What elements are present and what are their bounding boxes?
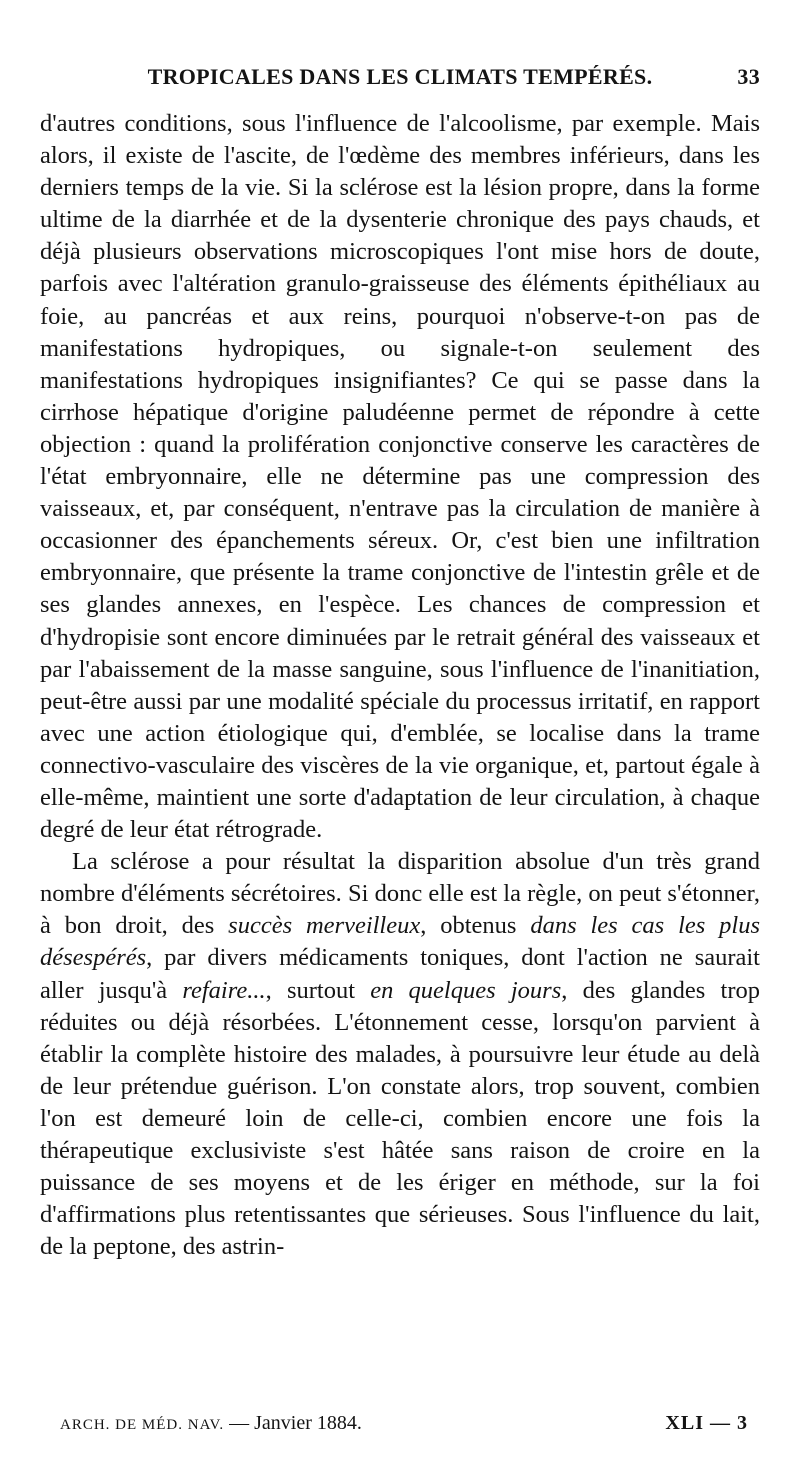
running-head [40,64,760,96]
journal-date: — Janvier 1884. [229,1412,362,1434]
footer-journal [60,1412,362,1435]
paragraph-2 [40,846,760,1263]
italic-phrase-refaire: refaire... [182,976,266,1004]
paragraph-1 [40,108,760,846]
paragraph-1-text: d'autres conditions, sous l'influence de l'alcoolisme, par exemple. Mais alors, il existe de l'ascite, de l'œdème des membres inférieurs, dans les derniers temps de la vie. Si la sclérose est la lésion propre, dans la forme ultime de la diarrhée et de la dysenterie chronique des pays chauds, et déjà plusieurs observations microscopiques l'ont mise hors de doute, parfois avec l'altération granulo-graisseuse des éléments épithéliaux au foie, au pancréas et aux reins, pourquoi n'observe-t-on pas de manifestations hydropiques, ou signale-t-on seulement des manifestations hydropiques insignifiantes? Ce qui se passe dans la cirrhose hépatique d'origine paludéenne permet de répondre à cette objection : quand la prolifération conjonctive conserve les caractères de l'état embryonnaire, elle ne détermine pas une compression des vaisseaux, et, par conséquent, n'entrave pas la circulation de manière à occasionner des épanchements séreux. Or, c'est bien une infiltration embryonnaire, que présente la trame conjonctive de l'intestin grêle et de ses glandes annexes, en l'espèce. Les chances de compression et d'hydropisie sont encore diminuées par le retrait général des vaisseaux et par l'abaissement de la masse sanguine, sous l'influence de l'inanitiation, peut-être aussi par une modalité spéciale du processus irritatif, en rapport avec une action étiologique qui, d'emblée, se localise dans la trame connectivo-vasculaire des viscères de la vie organique, et, partout égale à elle-même, maintient une sorte d'adaptation de leur circulation, à chaque degré de leur état rétrograde. [40,110,760,844]
paragraph-2-text-b: , obtenus [420,912,531,940]
page-footer [60,1412,760,1442]
paragraph-2-text-d: , surtout [265,976,371,1004]
running-title: TROPICALES DANS LES CLIMATS TEMPÉRÉS. [147,64,653,89]
paragraph-2-text-e: , des glandes trop réduites ou déjà résorbées. L'étonnement cesse, lorsqu'on parvient à établir la complète histoire des malades, à poursuivre leur étude au delà de leur prétendue guérison. L'on constate alors, trop souvent, combien l'on est demeuré loin de celle-ci, combien encore une fois la thérapeutique exclusiviste s'est hâtée sans raison de croire en la puissance de ses moyens et de les ériger en méthode, sur la foi d'affirmations plus retentissantes que sérieuses. Sous l'influence du lait, de la peptone, des astrin- [40,976,760,1261]
journal-name: ARCH. DE MÉD. NAV. [60,1417,225,1433]
signature-mark: XLI — 3 [665,1412,748,1434]
italic-phrase-jours: en quelques jours [370,976,562,1004]
body-text [40,108,760,1263]
italic-phrase-cas: dans les cas les plus désespérés [40,912,760,972]
paragraph-2-text-c: , par divers médicaments toniques, dont l'action ne saurait aller jusqu'à [40,944,760,1004]
italic-phrase-succes: succès merveilleux [228,912,421,940]
paragraph-2-text-a: La sclérose a pour résultat la disparition absolue d'un très grand nombre d'éléments sécrétoires. Si donc elle est la règle, on peut s'étonner, à bon droit, des [40,848,760,940]
page-number: 33 [737,64,760,89]
